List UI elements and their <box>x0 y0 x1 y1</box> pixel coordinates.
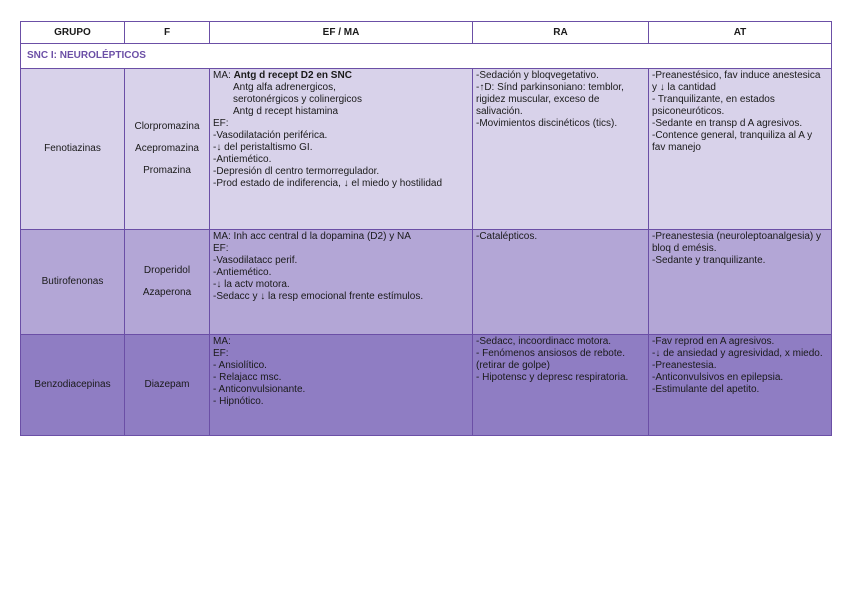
header-ef-ma: EF / MA <box>210 22 473 44</box>
drug-name: Diazepam <box>144 379 190 390</box>
ma-subline: serotonérgicos y colinergicos <box>233 94 362 105</box>
ef-ma-line: -↓ la actv motora. <box>213 279 290 290</box>
ra-line: -Sedación y bloqvegetativo. <box>476 70 599 81</box>
ef-line: -Vasodilatación periférica. <box>213 130 328 141</box>
header-at: AT <box>649 22 832 44</box>
ra-cell <box>473 335 649 436</box>
ef-ma-line: -Sedacc y ↓ la resp emocional frente estímulos. <box>213 291 424 302</box>
ra-cell <box>473 230 649 335</box>
ma-line <box>213 70 469 82</box>
drug-name: Droperidol <box>143 265 191 276</box>
ef-ma-line: -Vasodilatacc perif. <box>213 255 298 266</box>
table-row <box>21 230 832 335</box>
ef-ma-line: - Hipnótico. <box>213 396 264 407</box>
ef-ma-line: -Antiemético. <box>213 267 272 278</box>
header-row <box>21 22 832 44</box>
ra-line: -Sedacc, incoordinacc motora. <box>476 336 612 347</box>
ef-ma-cell <box>210 335 473 436</box>
header-f: F <box>125 22 210 44</box>
at-line: -Preanestesia. <box>652 360 717 371</box>
group-cell: Fenotiazinas <box>21 69 125 230</box>
ef-line: EF: <box>213 118 229 129</box>
at-line: -↓ de ansiedad y agresividad, x miedo. <box>652 348 823 359</box>
section-title: SNC I: NEUROLÉPTICOS <box>21 44 832 69</box>
ra-line: -Catalépticos. <box>476 231 538 242</box>
ef-ma-cell <box>210 230 473 335</box>
at-line: -Fav reprod en A agresivos. <box>652 336 775 347</box>
ef-ma-line: - Ansiolítico. <box>213 360 267 371</box>
ef-ma-line: MA: Inh acc central d la dopamina (D2) y NA <box>213 231 411 242</box>
at-line: -Contence general, tranquiliza al A y fav manejo <box>652 130 815 153</box>
at-line: -Estimulante del apetito. <box>652 384 760 395</box>
ef-ma-line: EF: <box>213 348 229 359</box>
drugs-cell <box>125 69 210 230</box>
group-cell: Butirofenonas <box>21 230 125 335</box>
at-cell <box>649 69 832 230</box>
drugs-cell <box>125 335 210 436</box>
ef-ma-cell <box>210 69 473 230</box>
at-cell <box>649 335 832 436</box>
drug-name: Azaperona <box>142 287 192 298</box>
ef-line: -Depresión dl centro termorregulador. <box>213 166 380 177</box>
group-cell: Benzodiacepinas <box>21 335 125 436</box>
ma-prefix: MA: <box>213 70 234 81</box>
ef-line: -↓ del peristaltismo GI. <box>213 142 313 153</box>
ra-line: -Movimientos discinéticos (tics). <box>476 118 618 129</box>
ma-subline: Antg d recept histamina <box>233 106 339 117</box>
ef-ma-line: - Anticonvulsionante. <box>213 384 306 395</box>
ef-line: -Prod estado de indiferencia, ↓ el miedo y hostilidad <box>213 178 443 189</box>
ef-ma-line: EF: <box>213 243 229 254</box>
ma-bold: Antg d recept D2 en SNC <box>233 70 352 81</box>
at-cell <box>649 230 832 335</box>
ra-line: - Fenómenos ansiosos de rebote. (retirar de golpe) <box>476 348 628 371</box>
header-grupo: GRUPO <box>21 22 125 44</box>
ra-cell <box>473 69 649 230</box>
at-line: -Preanestésico, fav induce anestesica y ↓ la cantidad <box>652 70 824 93</box>
ef-ma-line: MA: <box>213 336 231 347</box>
pharmacology-table <box>20 21 832 436</box>
drugs-cell <box>125 230 210 335</box>
at-line: -Sedante en transp d A agresivos. <box>652 118 803 129</box>
table-row <box>21 335 832 436</box>
ef-ma-line: - Relajacc msc. <box>213 372 282 383</box>
drug-name: Promazina <box>143 165 191 176</box>
ma-subline: Antg alfa adrenergicos, <box>233 82 336 93</box>
ef-line: -Antiemético. <box>213 154 272 165</box>
section-row <box>21 44 832 69</box>
at-line: -Anticonvulsivos en epilepsia. <box>652 372 784 383</box>
ra-line: -↑D: Sínd parkinsoniano: temblor, rigidez muscular, exceso de salivación. <box>476 82 627 117</box>
drug-name: Clorpromazina <box>134 121 200 132</box>
table-row <box>21 69 832 230</box>
header-ra: RA <box>473 22 649 44</box>
at-line: -Preanestesia (neuroleptoanalgesia) y bloq d emésis. <box>652 231 824 254</box>
ra-line: - Hipotensc y depresc respiratoria. <box>476 372 629 383</box>
at-line: -Sedante y tranquilizante. <box>652 255 766 266</box>
at-line: - Tranquilizante, en estados psiconeuróticos. <box>652 94 778 117</box>
drug-name: Acepromazina <box>135 143 199 154</box>
